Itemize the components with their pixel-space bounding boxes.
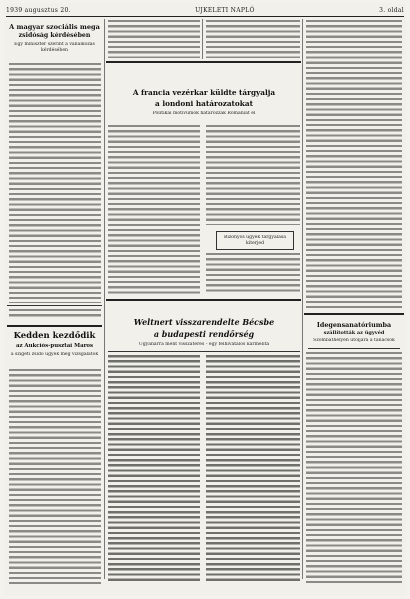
column-rule (302, 19, 303, 579)
article-body (108, 355, 200, 583)
article-headline: a budapesti rendőrség (153, 329, 255, 339)
issue-date: 1939 augusztus 20. (6, 7, 71, 14)
article-body (108, 125, 200, 295)
notice-text: Bizonyos ügyek tárgyalása kiterjed (224, 235, 286, 246)
article-subhead: Politikai motívumok határozzák Romániát el (152, 111, 256, 116)
masthead (6, 6, 404, 17)
article-body (306, 20, 402, 310)
article-body (206, 20, 300, 58)
paper-name: UJKELETI NAPLÓ (195, 7, 255, 14)
article-body (9, 63, 101, 303)
article-body (9, 309, 101, 319)
article-subhead: Szombathelyen utoljára a tanácsok (313, 338, 395, 343)
article-body (108, 20, 200, 58)
article-body (206, 253, 300, 293)
article-headline: Kedden kezdődik (13, 331, 96, 341)
column-rule (202, 19, 203, 59)
divider (108, 351, 300, 352)
page-number: 3. oldal (379, 7, 404, 14)
article-body (306, 352, 402, 584)
article-headline: szállították az ügyvéd (323, 330, 385, 336)
article-headline: A magyar szociális mega (9, 23, 100, 31)
divider (7, 305, 102, 306)
newspaper-page (4, 3, 406, 596)
article-body (206, 125, 300, 225)
divider (304, 313, 404, 315)
article-headline: zsidóság kérdésében (18, 32, 91, 39)
divider (7, 325, 102, 327)
article-headline: az Aukciós-pusztai Maros (15, 343, 94, 349)
divider (106, 61, 301, 63)
article-subhead: a szigeti zsidó ügyek meg vizsgálatok (10, 352, 99, 357)
column-rule (104, 19, 105, 579)
article-subhead: Egy miniszter szerint a vállalkozás kérdésében (14, 42, 95, 53)
article-headline: Weltnert visszarendelte Bécsbe (133, 317, 275, 327)
article-headline: a londoni határozatokat (155, 99, 253, 108)
notice-box (216, 231, 294, 250)
article-headline: Idegensanatóriumba (316, 321, 392, 329)
article-body (206, 355, 300, 583)
divider (106, 299, 301, 301)
article-headline: A francia vezérkar küldte tárgyalja (132, 88, 276, 97)
article-body (9, 369, 101, 584)
article-subhead: Ugyanarra ment visszatérés - egy félhivatalos karmelita (138, 342, 270, 347)
divider (308, 348, 400, 349)
